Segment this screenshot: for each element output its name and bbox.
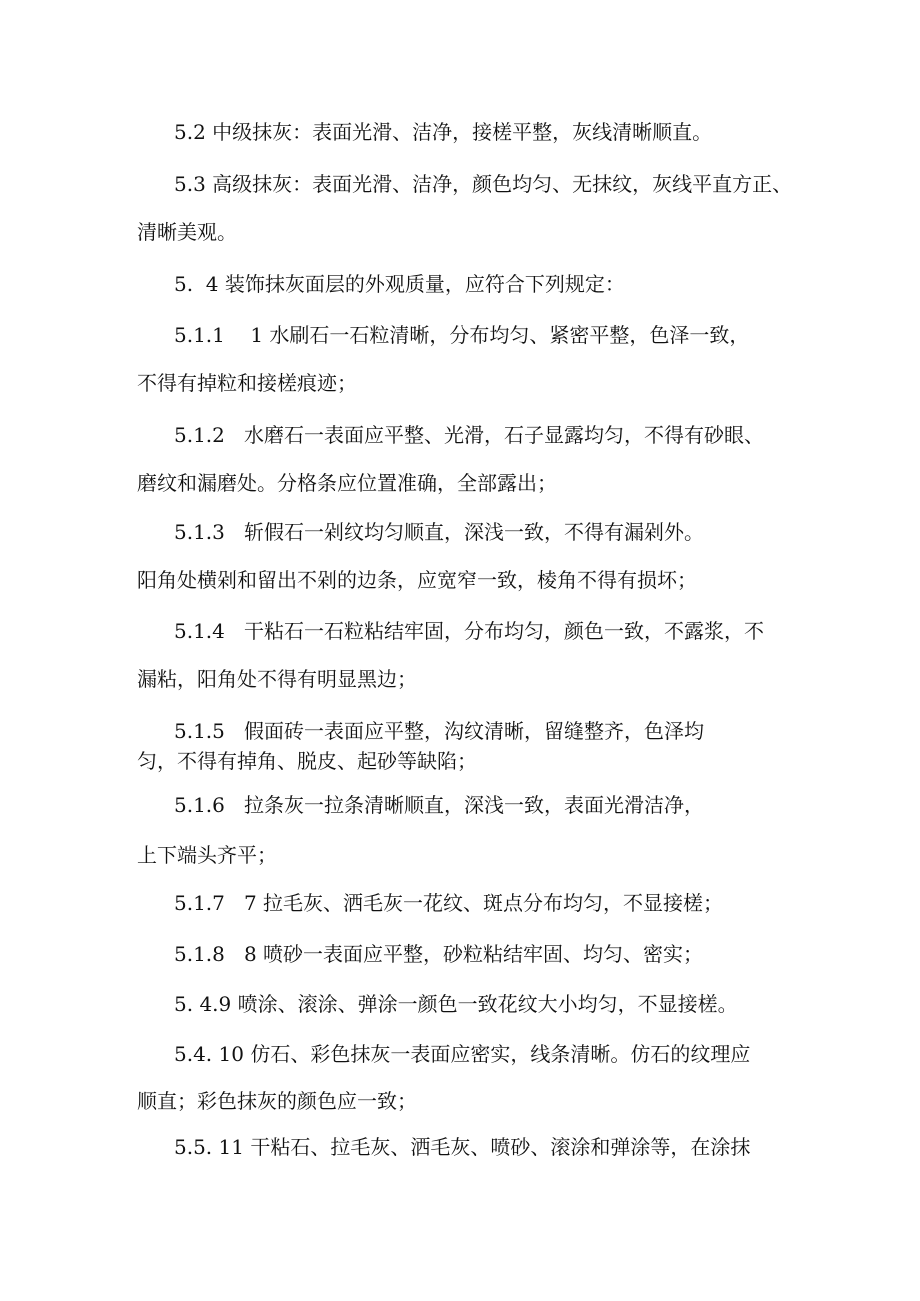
paragraph-5-1-5: 5.1.5 假面砖一表面应平整，沟纹清晰，留缝整齐，色泽均 [174,719,704,743]
paragraph-5-1-6: 5.1.6 拉条灰一拉条清晰顺直，深浅一致，表面光滑洁净， [174,793,704,817]
paragraph-5-2: 5.2 中级抹灰：表面光滑、洁净，接槎平整，灰线清晰顺直。 [174,120,713,144]
paragraph-5-5-11: 5.5. 11 干粘石、拉毛灰、洒毛灰、喷砂、滚涂和弹涂等，在涂抹 [174,1135,751,1159]
paragraph-5-1-1-cont: 不得有掉粒和接槎痕迹； [137,371,357,395]
paragraph-5-4-10-cont: 顺直；彩色抹灰的颜色应一致； [137,1089,417,1113]
paragraph-5-1-6-cont: 上下端头齐平； [137,843,277,867]
paragraph-5-1-7: 5.1.7 7 拉毛灰、洒毛灰一花纹、斑点分布均匀，不显接槎； [174,891,724,915]
paragraph-5-3-cont: 清晰美观。 [137,220,237,244]
paragraph-5-1-1: 5.1.1 1 水刷石一石粒清晰，分布均匀、紧密平整，色泽一致， [174,323,750,347]
paragraph-5-1-8: 5.1.8 8 喷砂一表面应平整，砂粒粘结牢固、均匀、密实； [174,942,704,966]
paragraph-5-4: 5. 4 装饰抹灰面层的外观质量，应符合下列规定： [174,272,625,296]
paragraph-5-3: 5.3 高级抹灰：表面光滑、洁净，颜色均匀、无抹纹，灰线平直方正、 [174,172,793,196]
paragraph-5-1-3-cont: 阳角处横剁和留出不剁的边条，应宽窄一致，棱角不得有损坏； [137,568,697,592]
paragraph-5-4-10: 5.4. 10 仿石、彩色抹灰一表面应密实，线条清晰。仿石的纹理应 [174,1042,751,1066]
paragraph-5-1-2: 5.1.2 水磨石一表面应平整、光滑，石子显露均匀，不得有砂眼、 [174,423,764,447]
paragraph-5-4-9: 5. 4.9 喷涂、滚涂、弹涂一颜色一致花纹大小均匀，不显接槎。 [174,992,738,1016]
paragraph-5-1-5-cont: 匀，不得有掉角、脱皮、起砂等缺陷； [137,749,477,773]
paragraph-5-1-4: 5.1.4 干粘石一石粒粘结牢固，分布均匀，颜色一致，不露浆，不 [174,619,764,643]
paragraph-5-1-2-cont: 磨纹和漏磨处。分格条应位置准确，全部露出； [137,471,557,495]
paragraph-5-1-4-cont: 漏粘，阳角处不得有明显黑边； [137,667,417,691]
paragraph-5-1-3: 5.1.3 斩假石一剁纹均匀顺直，深浅一致，不得有漏剁外。 [174,520,704,544]
